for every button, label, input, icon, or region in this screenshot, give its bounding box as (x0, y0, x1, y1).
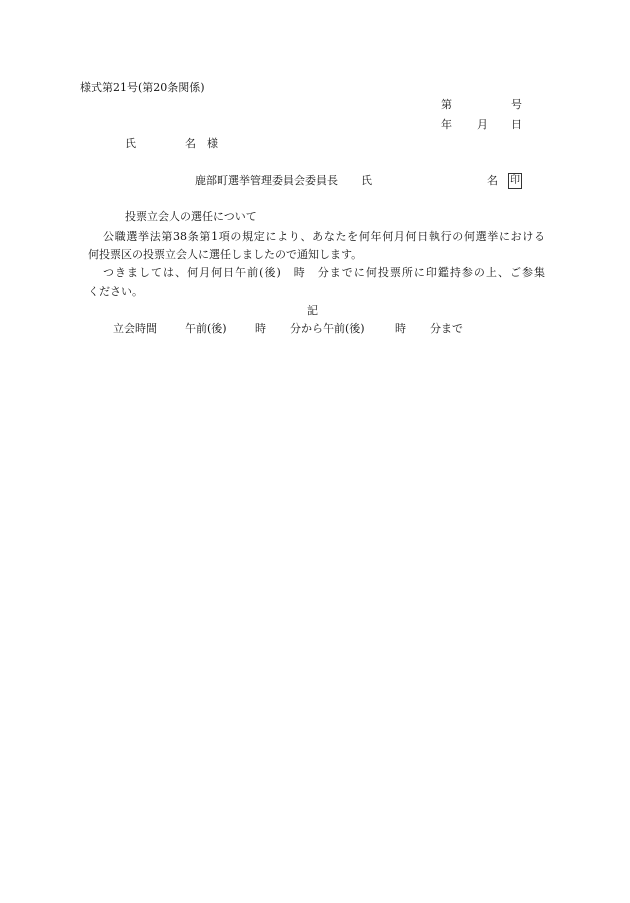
seal-box: 印 (508, 173, 522, 189)
addressee-name-first: 氏 (125, 137, 136, 150)
attendance-to-hour: 時 (395, 322, 406, 335)
subject-heading: 投票立会人の選任について (125, 210, 257, 223)
addressee-honorific: 様 (207, 137, 218, 150)
attendance-from-hour: 時 (255, 322, 266, 335)
addressee-name-second: 名 (185, 137, 196, 150)
date-month: 月 (477, 118, 488, 131)
body-line-3: つきましては、何月何日午前(後) 時 分までに何投票所に印鑑持参の上、ご参集 (103, 266, 545, 279)
date-day: 日 (511, 118, 522, 131)
attendance-label: 立会時間 (113, 322, 157, 335)
form-number: 様式第21号(第20条関係) (80, 81, 205, 94)
sender-name-first: 氏 (361, 174, 372, 187)
attendance-from-period: 午前(後) (185, 322, 227, 335)
document-number-suffix: 号 (511, 98, 522, 111)
body-line-2: 何投票区の投票立会人に選任しましたので通知します。 (88, 248, 363, 261)
attendance-to-minute: 分まで (430, 322, 463, 335)
record-heading: 記 (307, 304, 318, 317)
attendance-from-minute: 分から午前(後) (290, 322, 365, 335)
sender-name-second: 名 (487, 174, 498, 187)
document-number-prefix: 第 (441, 98, 452, 111)
date-year: 年 (441, 118, 452, 131)
body-line-1: 公職選挙法第38条第1項の規定により、あなたを何年何月何日執行の何選挙における (103, 230, 545, 243)
sender-title: 鹿部町選挙管理委員会委員長 (195, 174, 338, 187)
body-line-4: ください。 (88, 285, 143, 298)
